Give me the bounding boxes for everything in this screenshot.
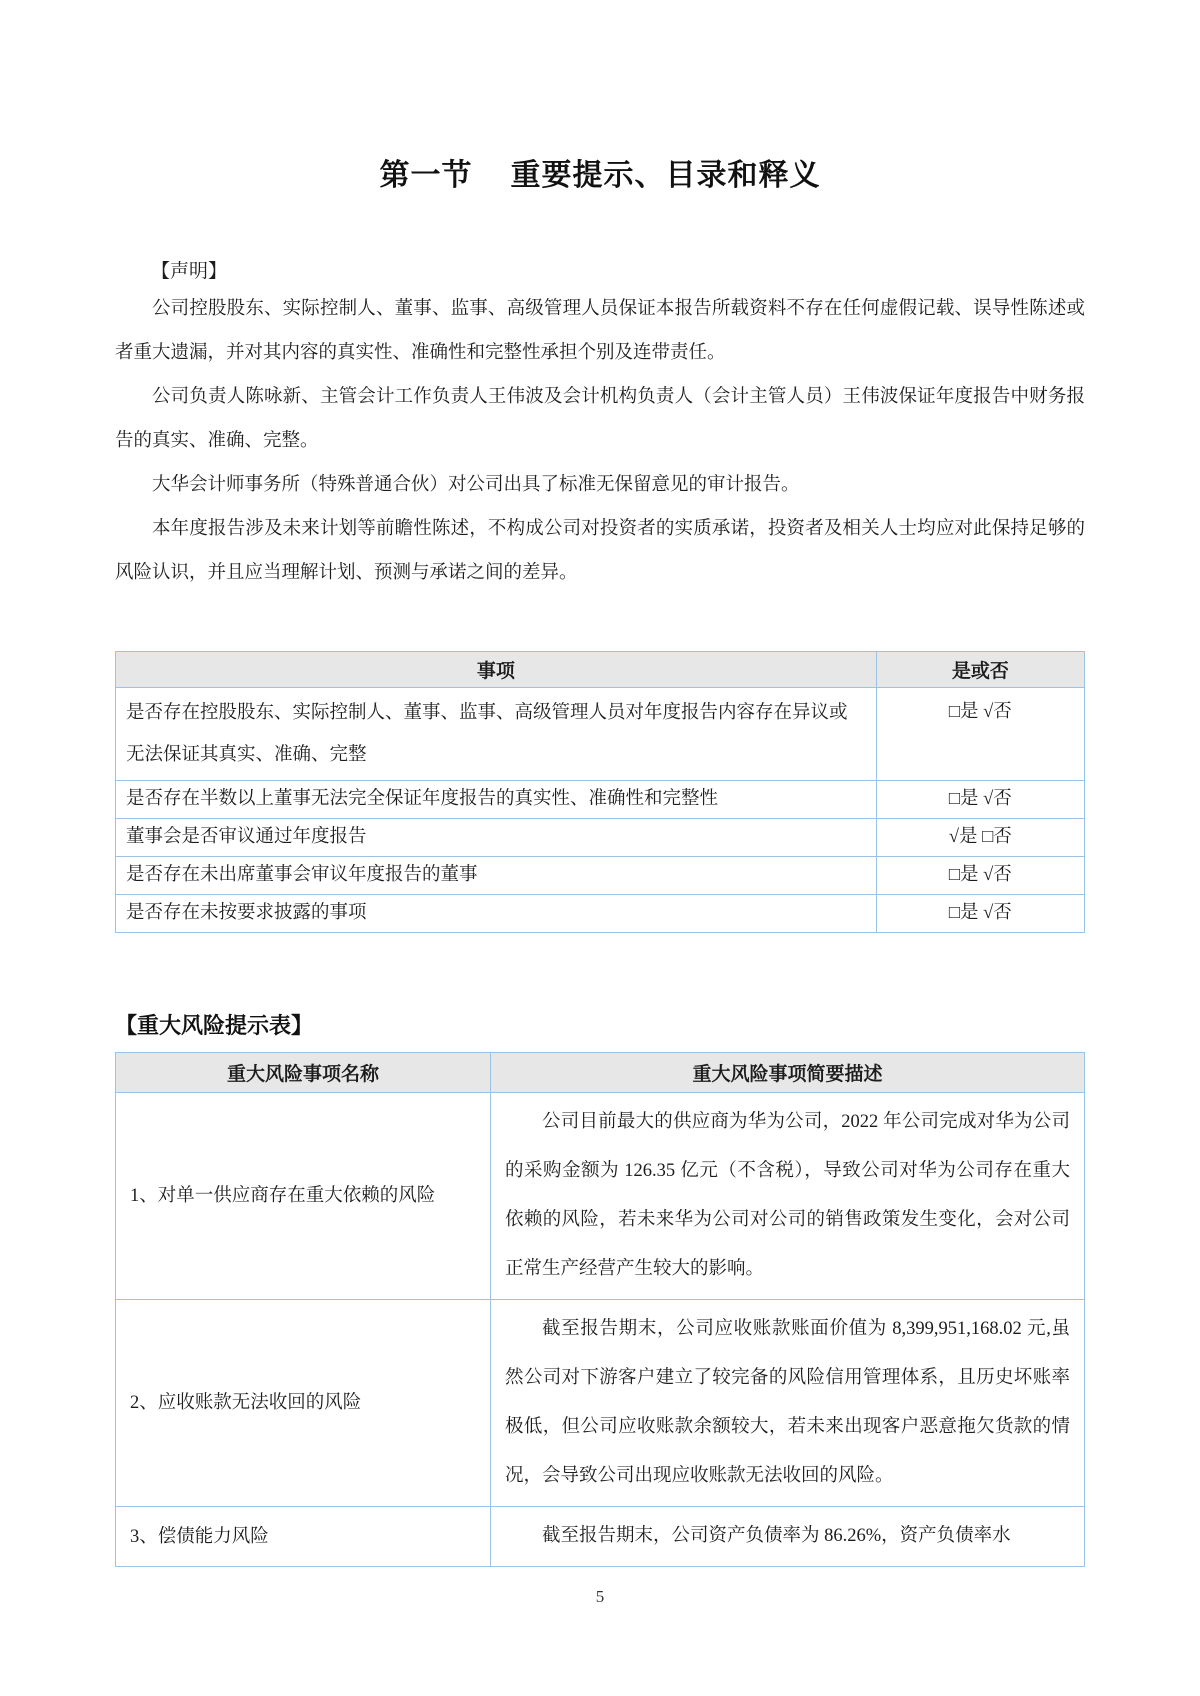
- table-row: [116, 1093, 1085, 1300]
- declaration-paragraph: 大华会计师事务所（特殊普通合伙）对公司出具了标准无保留意见的审计报告。: [152, 475, 800, 495]
- table-row: [116, 819, 1085, 857]
- table-row: [116, 895, 1085, 933]
- risk-name: 1、对单一供应商存在重大依赖的风险: [116, 1093, 491, 1300]
- statement-item: 是否存在未出席董事会审议年度报告的董事: [116, 857, 877, 895]
- statement-item: 是否存在控股股东、实际控制人、董事、监事、高级管理人员对年度报告内容存在异议或无法保证其真实、准确、完整: [116, 688, 877, 781]
- statement-answer: □是 √否: [876, 895, 1084, 933]
- table-row: [116, 857, 1085, 895]
- statement-table-header-answer: 是或否: [876, 652, 1084, 688]
- declaration-paragraph: 公司负责人陈咏新、主管会计工作负责人王伟波及会计机构负责人（会计主管人员）王伟波保证年度报告中财务报告的真实、准确、完整。: [115, 387, 1085, 451]
- declaration-paragraph: 公司控股股东、实际控制人、董事、监事、高级管理人员保证本报告所载资料不存在任何虚假记载、误导性陈述或者重大遗漏，并对其内容的真实性、准确性和完整性承担个别及连带责任。: [115, 299, 1085, 363]
- section-title-text: 重要提示、目录和释义: [510, 159, 821, 192]
- declaration-paragraphs: [115, 287, 1085, 595]
- risk-description: 截至报告期末，公司应收账款账面价值为 8,399,951,168.02 元,虽然公司对下游客户建立了较完备的风险信用管理体系，且历史坏账率极低，但公司应收账款余额较大，若未来出现客户恶意拖欠货款的情况，会导致公司出现应收账款无法收回的风险。: [491, 1300, 1085, 1507]
- statement-item: 是否存在半数以上董事无法完全保证年度报告的真实性、准确性和完整性: [116, 781, 877, 819]
- statement-answer: √是 □否: [876, 819, 1084, 857]
- risk-description: 公司目前最大的供应商为华为公司，2022 年公司完成对华为公司的采购金额为 126.35 亿元（不含税），导致公司对华为公司存在重大依赖的风险，若未来华为公司对公司的销售政策发生变化，会对公司正常生产经营产生较大的影响。: [491, 1093, 1085, 1300]
- statement-answer: □是 √否: [876, 781, 1084, 819]
- page-number: 5: [595, 1587, 605, 1606]
- risk-table-header-row: [116, 1053, 1085, 1093]
- statement-table-header-row: [116, 652, 1085, 688]
- risk-name: 2、应收账款无法收回的风险: [116, 1300, 491, 1507]
- table-row: [116, 1300, 1085, 1507]
- statement-item: 是否存在未按要求披露的事项: [116, 895, 877, 933]
- statement-item: 董事会是否审议通过年度报告: [116, 819, 877, 857]
- risk-table-heading: 【重大风险提示表】: [115, 1013, 314, 1038]
- declaration-paragraph: 本年度报告涉及未来计划等前瞻性陈述，不构成公司对投资者的实质承诺，投资者及相关人士均应对此保持足够的风险认识，并且应当理解计划、预测与承诺之间的差异。: [115, 519, 1085, 583]
- risk-table-header-desc: 重大风险事项简要描述: [491, 1053, 1085, 1093]
- page-content: [115, 0, 1085, 1607]
- declaration-heading: 【声明】: [151, 261, 228, 282]
- risk-description: 截至报告期末，公司资产负债率为 86.26%，资产负债率水: [491, 1507, 1085, 1567]
- statement-table-header-item: 事项: [116, 652, 877, 688]
- risk-table: [115, 1052, 1085, 1567]
- statement-answer: □是 √否: [876, 688, 1084, 781]
- risk-name: 3、偿债能力风险: [116, 1507, 491, 1567]
- statement-table: [115, 651, 1085, 933]
- section-title: [115, 150, 1085, 194]
- statement-answer: □是 √否: [876, 857, 1084, 895]
- table-row: [116, 688, 1085, 781]
- risk-table-header-name: 重大风险事项名称: [116, 1053, 491, 1093]
- table-row: [116, 781, 1085, 819]
- section-title-number: 第一节: [379, 159, 473, 192]
- table-row: [116, 1507, 1085, 1567]
